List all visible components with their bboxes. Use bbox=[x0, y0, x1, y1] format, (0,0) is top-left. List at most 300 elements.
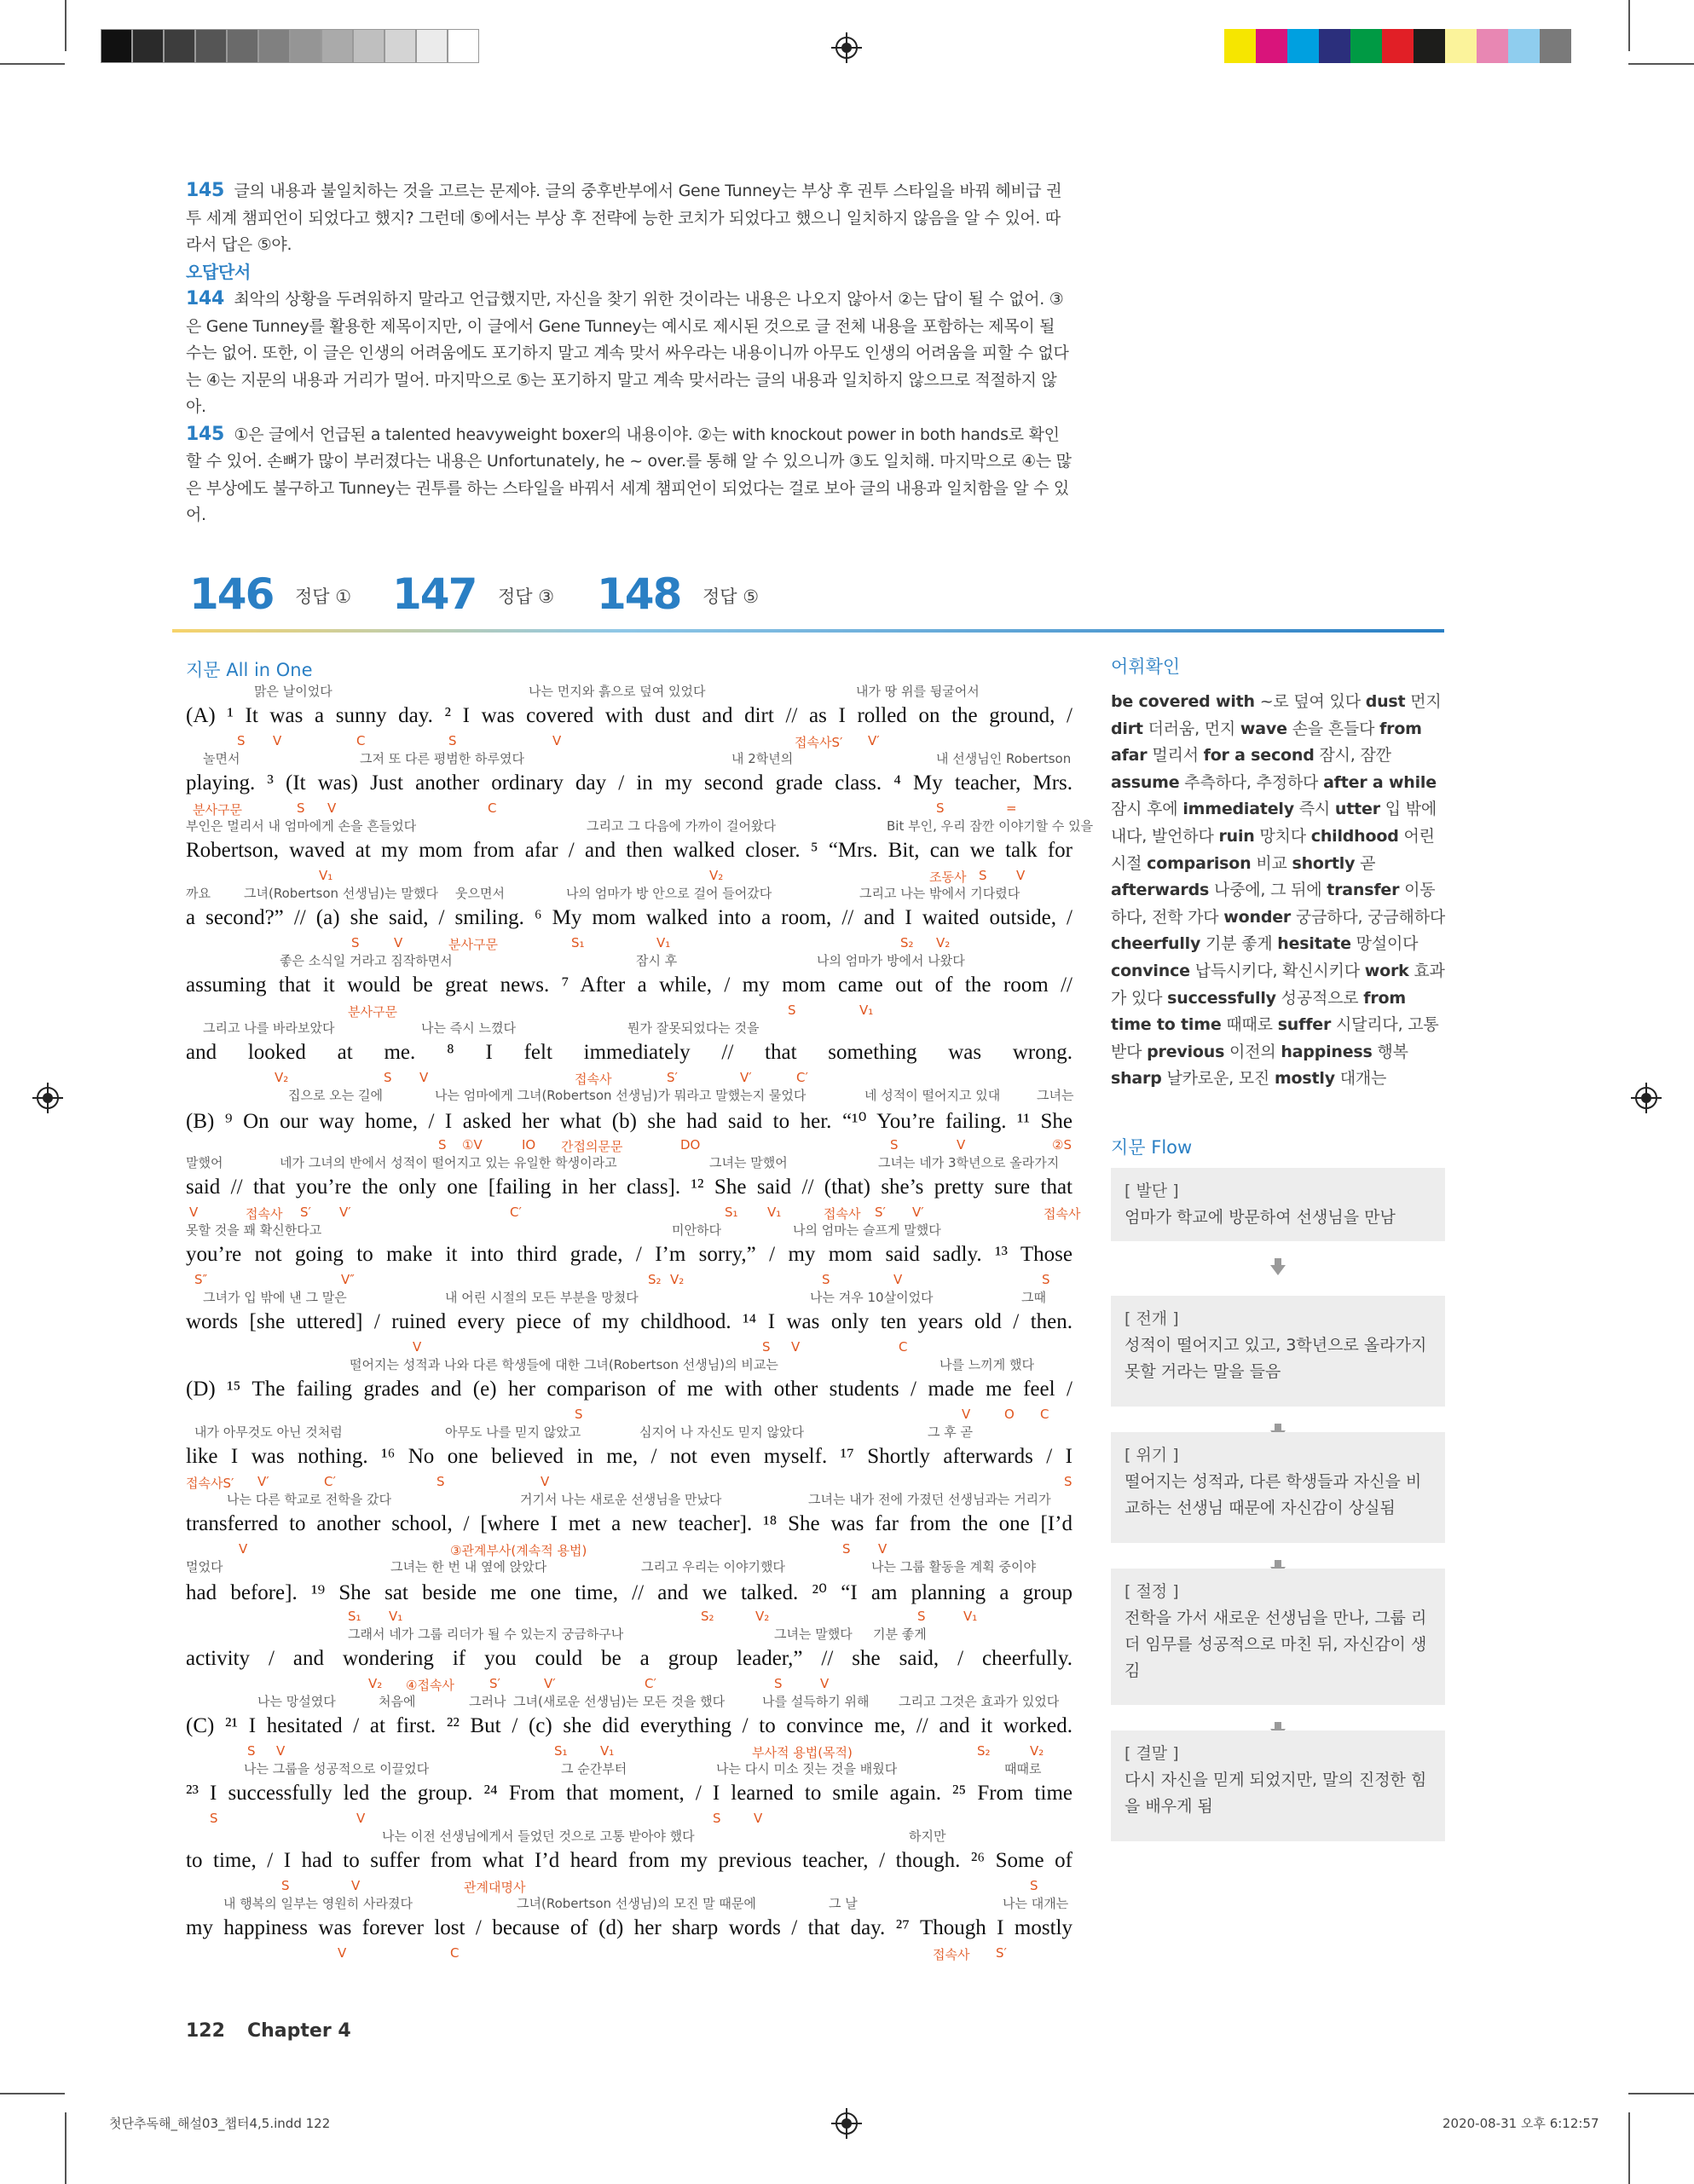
korean-gloss-row bbox=[186, 817, 1094, 835]
vocab-word: after a while bbox=[1323, 772, 1437, 792]
flow-box bbox=[1111, 1168, 1445, 1241]
vocab-meaning: 대개는 bbox=[1339, 1069, 1387, 1089]
korean-gloss-row bbox=[186, 1153, 1072, 1172]
korean-gloss: 나는 그룹을 성공적으로 이끌었다 bbox=[244, 1761, 430, 1777]
korean-gloss: 집으로 오는 길에 bbox=[288, 1088, 383, 1103]
grammar-tag: ③관계부사(계속적 용법) bbox=[450, 1543, 587, 1558]
grammar-tag: 접속사 bbox=[824, 1206, 861, 1222]
korean-gloss: 그녀(Robertson 선생님)는 말했다 bbox=[244, 886, 438, 901]
vocab-meaning: 즉시 bbox=[1298, 800, 1331, 819]
english-sentence: a second?” // (a) she said, / smiling. ⁶ My mom walked into a room, // and I waited outside, / bbox=[186, 906, 1072, 929]
grammar-tag: V bbox=[338, 1945, 347, 1961]
grammar-tag: V₂ bbox=[709, 868, 724, 883]
korean-gloss-row bbox=[186, 682, 1072, 701]
korean-gloss: 나는 망설였다 bbox=[257, 1694, 336, 1709]
flow-stage: [ 위기 ] bbox=[1125, 1446, 1179, 1465]
vocab-meaning: 더러움, 먼지 bbox=[1148, 719, 1236, 738]
vocab-meaning: 멀리서 bbox=[1152, 746, 1199, 766]
korean-gloss: 처음에 bbox=[379, 1694, 416, 1709]
grammar-tag: V′ bbox=[257, 1474, 269, 1489]
korean-gloss: 까요 bbox=[186, 886, 211, 901]
grammar-tag: V bbox=[276, 1743, 286, 1759]
korean-gloss: 네가 그녀의 반에서 성적이 떨어지고 있는 유일한 학생이라고 bbox=[280, 1155, 617, 1170]
vocab-meaning: 비교 bbox=[1256, 853, 1287, 873]
vocab-meaning: 나중에, 그 뒤에 bbox=[1213, 881, 1322, 900]
explanation-145: 145 글의 내용과 불일치하는 것을 고르는 문제야. 글의 중후반부에서 Gene Tunney는 부상 후 권투 스타일을 바꿔 헤비급 권투 세계 챔피언이 되었다고 했지? 그런데 ⑤에서는 부상 후 전략에 능한 코치가 되었다고 했으니 일치하지 않음을 알 수 있어. 따라서 답은 ⑤야. bbox=[186, 180, 1062, 254]
grammar-tag: C′ bbox=[796, 1070, 808, 1085]
answer-number-147: 147 bbox=[392, 569, 477, 619]
grammar-tag: C bbox=[450, 1945, 460, 1961]
korean-gloss: 그리고 우리는 이야기했다 bbox=[641, 1559, 785, 1574]
grammar-tag: S bbox=[575, 1407, 583, 1422]
explanation-block bbox=[186, 177, 1072, 529]
vocab-meaning: 납득시키다, 확신시키다 bbox=[1194, 961, 1360, 980]
korean-gloss-row bbox=[186, 1423, 1072, 1442]
korean-gloss-row bbox=[186, 951, 1072, 970]
grammar-tag: S bbox=[351, 935, 360, 950]
vocab-meaning: 행복 bbox=[1377, 1042, 1408, 1061]
section-divider bbox=[172, 629, 1444, 633]
registration-mark-top bbox=[831, 32, 862, 63]
grammar-tag: S bbox=[774, 1676, 783, 1691]
color-swatch bbox=[1287, 29, 1319, 63]
flow-box bbox=[1111, 1730, 1445, 1841]
grammar-tag: V′ bbox=[339, 1205, 351, 1220]
vocab-word: from afar bbox=[1111, 719, 1422, 766]
korean-gloss: 나의 엄마가 방 안으로 걸어 들어갔다 bbox=[566, 886, 772, 901]
grammar-annotation-row bbox=[186, 733, 1072, 750]
grammar-tag: V bbox=[356, 1811, 366, 1826]
grammar-tag: S′ bbox=[300, 1205, 311, 1220]
korean-gloss: 그리고 나는 밖에서 기다렸다 bbox=[859, 886, 1020, 901]
korean-gloss: 그때 bbox=[1021, 1290, 1046, 1305]
korean-gloss: 떨어지는 성적과 나와 다른 학생들에 대한 그녀(Robertson 선생님)의 비교는 bbox=[350, 1357, 778, 1372]
vocab-word: dust bbox=[1365, 692, 1406, 711]
english-sentence: my happiness was forever lost / because of (d) her sharp words / that day. ²⁷ Though I mostly bbox=[186, 1916, 1072, 1939]
registration-mark-right bbox=[1631, 1083, 1662, 1113]
grammar-annotation-row bbox=[186, 1407, 1072, 1424]
english-sentence: Robertson, waved at my mom from afar / and then walked closer. ⁵ “Mrs. Bit, can we talk for bbox=[186, 839, 1072, 862]
grammar-tag: V bbox=[394, 935, 403, 950]
english-sentence: like I was nothing. ¹⁶ No one believed in me, / not even myself. ¹⁷ Shortly afterwards / I bbox=[186, 1445, 1072, 1468]
grammar-tag: V₂ bbox=[275, 1070, 289, 1085]
korean-gloss: Bit 부인, 우리 잠깐 이야기할 수 있을 bbox=[887, 818, 1094, 834]
grammar-tag: S bbox=[448, 733, 457, 748]
grammar-tag: V bbox=[273, 733, 282, 748]
grammar-tag: V bbox=[754, 1811, 763, 1826]
english-sentence: activity / and wondering if you could be a group leader,” // she said, / cheerfully. bbox=[186, 1647, 1072, 1670]
answer-number-148: 148 bbox=[597, 569, 681, 619]
grammar-tag: V″ bbox=[341, 1272, 355, 1287]
grammar-tag: ②S bbox=[1052, 1137, 1072, 1153]
vocab-meaning: ~로 덮여 있다 bbox=[1259, 692, 1361, 711]
korean-gloss: 미안하다 bbox=[672, 1222, 721, 1238]
flow-text: 떨어지는 성적과, 다른 학생들과 자신을 비교하는 선생님 때문에 자신감이 상실됨 bbox=[1125, 1472, 1422, 1517]
color-swatch bbox=[1477, 29, 1508, 63]
gray-swatch bbox=[258, 29, 290, 63]
korean-gloss: 기분 좋게 bbox=[873, 1626, 927, 1642]
grammar-tag: S bbox=[1030, 1878, 1038, 1893]
grammar-tag: V bbox=[878, 1541, 887, 1557]
english-sentence: (B) ⁹ On our way home, / I asked her what (b) she had said to her. “¹⁰ You’re failing. ¹¹ She bbox=[186, 1110, 1072, 1133]
grammar-tag: S bbox=[210, 1811, 218, 1826]
vocab-word: cheerfully bbox=[1111, 934, 1201, 954]
grammar-tag: 분사구문 bbox=[448, 937, 498, 952]
color-swatch bbox=[1319, 29, 1350, 63]
vocab-word: utter bbox=[1334, 800, 1380, 819]
grammar-tag: DO bbox=[680, 1137, 701, 1153]
korean-gloss: 잠시 후 bbox=[636, 953, 678, 968]
grammar-tag: S₁ bbox=[348, 1609, 361, 1624]
english-sentence: said // that you’re the only one [failing in her class]. ¹² She said // (that) she’s pretty sure that bbox=[186, 1176, 1072, 1199]
flow-stage: [ 전개 ] bbox=[1125, 1309, 1179, 1328]
korean-gloss: 나는 그룹 활동을 계획 중이야 bbox=[871, 1559, 1036, 1574]
grammar-tag: ①V bbox=[462, 1137, 483, 1153]
registration-mark-left bbox=[32, 1083, 63, 1113]
grammar-tag: S bbox=[237, 733, 246, 748]
vocab-meaning: 효과가 있다 bbox=[1111, 961, 1445, 1008]
vocab-meaning: 먼지 bbox=[1410, 692, 1442, 711]
korean-gloss: 그리고 그것은 효과가 있었다 bbox=[899, 1694, 1060, 1709]
korean-gloss-row bbox=[186, 749, 1072, 768]
grammar-tag: V bbox=[957, 1137, 966, 1153]
grammar-tag: C bbox=[1040, 1407, 1049, 1422]
grammar-tag: S bbox=[384, 1070, 392, 1085]
flow-box bbox=[1111, 1296, 1445, 1407]
grammar-tag: S bbox=[917, 1609, 926, 1624]
vocab-meaning: 시달리다, 고통 받다 bbox=[1111, 1015, 1439, 1061]
grammar-tag: 접속사 bbox=[246, 1206, 283, 1222]
korean-gloss: 나는 다른 학교로 전학을 갔다 bbox=[227, 1492, 391, 1507]
grammar-tag: S bbox=[297, 800, 305, 816]
korean-gloss: 나는 겨우 10살이었다 bbox=[810, 1290, 934, 1305]
grammar-tag: S′ bbox=[996, 1945, 1007, 1961]
flow-box bbox=[1111, 1569, 1445, 1705]
color-swatch bbox=[1256, 29, 1287, 63]
vocab-word: sharp bbox=[1111, 1069, 1162, 1089]
vocab-meaning: 기분 좋게 bbox=[1205, 934, 1273, 954]
registration-mark-bottom bbox=[831, 2108, 862, 2139]
grammar-annotation-row bbox=[186, 1205, 1081, 1222]
vocab-meaning: 날카로운, 모진 bbox=[1166, 1069, 1270, 1089]
vocab-meaning: 추측하다, 추정하다 bbox=[1184, 772, 1319, 792]
grammar-tag: V bbox=[239, 1541, 248, 1557]
korean-gloss-row bbox=[186, 884, 1072, 903]
vocab-word: hesitate bbox=[1277, 934, 1351, 954]
grammar-tag: C bbox=[488, 800, 497, 816]
vocab-list bbox=[1111, 689, 1445, 1093]
explanation-145-wrong: 145 ①은 글에서 언급된 a talented heavyweight boxer의 내용이야. ②는 with knockout power in both hands로 확인할 수 있어. 손뼈가 많이 부러졌다는 내용은 Unfortunately, he ~ over.를 통해 알 수 있으니까 ③도 일치해. 마지막으로 ④는 많은 부상에도 불구하고 Tunney는 권투를 하는 스타일을 바꿔서 세계 챔피언이 되었다는 걸로 보아 글의 내용과 일치함을 알 수 있어. bbox=[186, 423, 1072, 524]
grammar-tag: S₁ bbox=[571, 935, 585, 950]
gray-swatch bbox=[384, 29, 416, 63]
grammar-tag: V bbox=[327, 800, 337, 816]
vocab-meaning: 때때로 bbox=[1226, 1015, 1273, 1035]
grammar-tag: V bbox=[541, 1474, 550, 1489]
vocab-word: comparison bbox=[1147, 853, 1252, 873]
korean-gloss: 아무도 나를 믿지 않았고 bbox=[445, 1424, 581, 1440]
korean-gloss: 네 성적이 떨어지고 있대 bbox=[864, 1088, 1001, 1103]
vocab-meaning: 손을 흔들다 bbox=[1292, 719, 1375, 738]
korean-gloss: 때때로 bbox=[1004, 1761, 1042, 1777]
grammar-tag: V bbox=[413, 1339, 422, 1355]
gray-swatch bbox=[448, 29, 479, 63]
korean-gloss: 나는 먼지와 흙으로 덮여 있었다 bbox=[529, 684, 706, 699]
grammar-tag: V bbox=[791, 1339, 801, 1355]
grammar-annotation-row bbox=[186, 1541, 1072, 1558]
flow-text: 성적이 떨어지고 있고, 3학년으로 올라가지 못할 거라는 말을 들음 bbox=[1125, 1336, 1427, 1381]
grammar-annotation-row bbox=[186, 1137, 1072, 1154]
grammar-tag: S₂ bbox=[648, 1272, 662, 1287]
grammar-tag: 부사적 용법(목적) bbox=[752, 1745, 853, 1760]
grammar-tag: V₁ bbox=[767, 1205, 782, 1220]
english-sentence: assuming that it would be great news. ⁷ After a while, / my mom came out of the room // bbox=[186, 974, 1072, 997]
korean-gloss: 내 행복의 일부는 영원히 사라졌다 bbox=[223, 1896, 413, 1911]
grammar-tag: S bbox=[842, 1541, 851, 1557]
korean-gloss: 그 날 bbox=[829, 1896, 858, 1911]
vocab-word: from time to time bbox=[1111, 988, 1406, 1035]
english-sentence: to time, / I had to suffer from what I’d heard from my previous teacher, / though. ²⁶ Some of bbox=[186, 1849, 1072, 1872]
korean-gloss: 말했어 bbox=[186, 1155, 223, 1170]
english-sentence: (D) ¹⁵ The failing grades and (e) her comparison of me with other students / made me feel / bbox=[186, 1378, 1072, 1401]
korean-gloss-row bbox=[186, 1086, 1072, 1105]
grammar-tag: C′ bbox=[510, 1205, 522, 1220]
grammar-tag: 간접의문문 bbox=[561, 1139, 623, 1154]
grammar-annotation-row bbox=[186, 1339, 1072, 1356]
grammar-tag: V₁ bbox=[319, 868, 333, 883]
grammar-tag: S bbox=[713, 1811, 721, 1826]
korean-gloss: 내 선생님인 Robertson bbox=[936, 751, 1072, 766]
passage-title: 지문 All in One bbox=[186, 660, 313, 680]
grammar-tag: 접속사 bbox=[575, 1072, 612, 1087]
vocab-word: transfer bbox=[1327, 881, 1400, 900]
answer-label-146: 정답 ① bbox=[295, 586, 352, 607]
english-sentence: words [she uttered] / ruined every piece of my childhood. ¹⁴ I was only ten years old / then. bbox=[186, 1310, 1072, 1333]
korean-gloss: 놀면서 bbox=[203, 751, 240, 766]
grammar-tag: V′ bbox=[868, 733, 880, 748]
korean-gloss: 그저 또 다른 평범한 하루였다 bbox=[360, 751, 524, 766]
vocab-word: happiness bbox=[1281, 1042, 1373, 1061]
english-sentence: playing. ³ (It was) Just another ordinary day / in my second grade class. ⁴ My teacher, Mrs. bbox=[186, 771, 1072, 794]
korean-gloss: 그녀는 말했다 bbox=[774, 1626, 853, 1642]
vocab-meaning: 입 밖에 내다, 발언하다 bbox=[1111, 800, 1437, 846]
answer-label-148: 정답 ⑤ bbox=[702, 586, 760, 607]
gray-swatch bbox=[416, 29, 448, 63]
grammar-tag: S bbox=[247, 1743, 256, 1759]
grammar-tag: IO bbox=[522, 1137, 536, 1153]
vocab-meaning: 궁금하다, 궁금해하다 bbox=[1295, 907, 1446, 927]
grammar-tag: S bbox=[936, 800, 945, 816]
korean-gloss-row bbox=[186, 1490, 1072, 1509]
korean-gloss: 그리고 그 다음에 가까이 걸어왔다 bbox=[587, 818, 776, 834]
vocab-word: convince bbox=[1111, 961, 1190, 980]
korean-gloss: 웃으면서 bbox=[455, 886, 505, 901]
grammar-tag: S bbox=[762, 1339, 771, 1355]
korean-gloss: 그래서 네가 그룹 리더가 될 수 있는지 궁금하구나 bbox=[348, 1626, 624, 1642]
flow-text: 전학을 가서 새로운 선생님을 만나, 그룹 리더 임무를 성공적으로 마친 뒤, 자신감이 생김 bbox=[1125, 1609, 1427, 1680]
grammar-tag: C′ bbox=[324, 1474, 336, 1489]
korean-gloss: 그녀(Robertson 선생님)의 모진 말 때문에 bbox=[517, 1896, 756, 1911]
grammar-tag: O bbox=[1004, 1407, 1015, 1422]
korean-gloss: 그 순간부터 bbox=[561, 1761, 627, 1777]
grammar-tag: 접속사S′ bbox=[186, 1476, 234, 1491]
grammar-tag: 분사구문 bbox=[193, 802, 242, 818]
korean-gloss: 멀었다 bbox=[186, 1559, 223, 1574]
explanation-144-wrong: 144 최악의 상황을 두려워하지 말라고 언급했지만, 자신을 찾기 위한 것이라는 내용은 나오지 않아서 ②는 답이 될 수 없어. ③은 Gene Tunney를 활용한 제목이지만, 이 글에서 Gene Tunney는 예시로 제시된 것으로 글 전체 내용을 포함하는 제목이 될 수는 없어. 또한, 이 글은 인생의 어려움에도 포기하지 말고 계속 맞서 싸우라는 내용이니까 아무도 인생의 어려움을 피할 수 없다는 ④는 지문의 내용과 거리가 멀어. 마지막으로 ⑤는 포기하지 말고 계속 맞서라는 글의 내용과 일치하지 않으므로 적절하지 않아. bbox=[186, 288, 1069, 416]
vocab-word: suffer bbox=[1277, 1015, 1332, 1035]
vocab-meaning: 곧 bbox=[1360, 853, 1376, 873]
vocab-word: childhood bbox=[1310, 826, 1399, 846]
slug-date: 2020-08-31 오후 6:12:57 bbox=[1443, 2116, 1599, 2131]
grammar-tag: V′ bbox=[740, 1070, 752, 1085]
flow-arrow-icon bbox=[1270, 1265, 1286, 1275]
korean-gloss: 나는 다시 미소 짓는 것을 배웠다 bbox=[716, 1761, 898, 1777]
grammar-tag: S bbox=[822, 1272, 830, 1287]
grammar-tag: V bbox=[893, 1272, 903, 1287]
slug-filename: 첫단추독해_해설03_챕터4,5.indd 122 bbox=[109, 2116, 331, 2131]
vocab-meaning: 이동하다, 전학 가다 bbox=[1111, 881, 1436, 927]
grammar-tag: S′ bbox=[875, 1205, 886, 1220]
color-swatch bbox=[1414, 29, 1445, 63]
grammar-tag: V bbox=[351, 1878, 361, 1893]
vocab-word: previous bbox=[1147, 1042, 1225, 1061]
grammar-tag: S₁ bbox=[554, 1743, 568, 1759]
answer-number-146: 146 bbox=[189, 569, 274, 619]
grammar-annotation-row bbox=[186, 1609, 1072, 1626]
grammar-annotation-row bbox=[186, 1878, 1072, 1895]
page-number: 122 bbox=[186, 2020, 225, 2042]
grammar-tag: = bbox=[1006, 800, 1017, 816]
english-sentence: and looked at me. ⁸ I felt immediately // that something was wrong. bbox=[186, 1041, 1072, 1064]
grammar-tag: S′ bbox=[667, 1070, 678, 1085]
vocab-meaning: 잠시, 잠깐 bbox=[1319, 746, 1391, 766]
korean-gloss: 하지만 bbox=[909, 1829, 946, 1844]
vocab-word: successfully bbox=[1167, 988, 1276, 1008]
answer-label-147: 정답 ③ bbox=[498, 586, 555, 607]
grammar-tag: V₂ bbox=[755, 1609, 770, 1624]
korean-gloss: 그녀가 입 밖에 낸 그 말은 bbox=[203, 1290, 347, 1305]
color-swatch bbox=[1540, 29, 1571, 63]
vocab-meaning: 망설이다 bbox=[1356, 934, 1419, 954]
vocab-word: shortly bbox=[1292, 853, 1356, 873]
vocab-word: ruin bbox=[1218, 826, 1255, 846]
korean-gloss: 좋은 소식일 거라고 짐작하면서 bbox=[280, 953, 453, 968]
grammar-tag: S″ bbox=[194, 1272, 208, 1287]
english-sentence: transferred to another school, / [where I met a new teacher]. ¹⁸ She was far from the one [I’d bbox=[186, 1512, 1072, 1535]
korean-gloss: 그녀는 bbox=[1037, 1088, 1074, 1103]
grammar-tag: C bbox=[356, 733, 366, 748]
korean-gloss: 내가 땅 위를 뒹굴어서 bbox=[856, 684, 980, 699]
english-sentence: had before]. ¹⁹ She sat beside me one time, // and we talked. ²⁰ “I am planning a group bbox=[186, 1581, 1072, 1604]
korean-gloss: 못할 것을 꽤 확신한다고 bbox=[186, 1222, 322, 1238]
grammar-tag: 조동사 bbox=[929, 870, 967, 885]
grammar-tag: V₂ bbox=[670, 1272, 685, 1287]
flow-stage: [ 발단 ] bbox=[1125, 1182, 1179, 1200]
vocab-word: wave bbox=[1240, 719, 1287, 738]
gray-swatch bbox=[195, 29, 227, 63]
korean-gloss: 그리고 나를 바라보았다 bbox=[203, 1020, 335, 1036]
vocab-meaning: 잠시 후에 bbox=[1111, 800, 1178, 819]
english-sentence: (A) ¹ It was a sunny day. ² I was covered with dust and dirt // as I rolled on the ground, / bbox=[186, 704, 1072, 727]
flow-title: 지문 Flow bbox=[1111, 1137, 1193, 1158]
korean-gloss: 나를 느끼게 했다 bbox=[940, 1357, 1034, 1372]
korean-gloss-row bbox=[186, 1625, 1072, 1644]
grammar-annotation-row bbox=[186, 868, 1072, 885]
vocab-meaning: 망치다 bbox=[1259, 826, 1306, 846]
grammar-tag: V₂ bbox=[368, 1676, 383, 1691]
korean-gloss: 부인은 멀리서 내 엄마에게 손을 흔들었다 bbox=[186, 818, 417, 834]
korean-gloss-row bbox=[186, 1827, 1072, 1846]
grammar-tag: S₂ bbox=[701, 1609, 714, 1624]
korean-gloss: 그녀(새로운 선생님)는 모든 것을 했다 bbox=[513, 1694, 726, 1709]
korean-gloss: 나는 즉시 느꼈다 bbox=[421, 1020, 516, 1036]
gray-swatch bbox=[290, 29, 321, 63]
korean-gloss-row bbox=[186, 1355, 1072, 1374]
grammar-tag: S₁ bbox=[725, 1205, 738, 1220]
korean-gloss: 그러나 bbox=[469, 1694, 506, 1709]
grammar-tag: S₂ bbox=[977, 1743, 991, 1759]
grammar-tag: 접속사 bbox=[1044, 1206, 1081, 1222]
vocab-meaning: 어린 시절 bbox=[1111, 826, 1435, 873]
color-swatch bbox=[1508, 29, 1540, 63]
korean-gloss: 거기서 나는 새로운 선생님을 만났다 bbox=[520, 1492, 722, 1507]
passage-line bbox=[186, 1894, 1072, 1976]
color-swatch bbox=[1445, 29, 1477, 63]
korean-gloss: 내 어린 시절의 모든 부분을 망쳤다 bbox=[445, 1290, 639, 1305]
grammar-tag: ④접속사 bbox=[406, 1678, 454, 1693]
korean-gloss-row bbox=[186, 1557, 1072, 1576]
grammar-tag: S bbox=[890, 1137, 899, 1153]
grammar-annotation-row bbox=[186, 1676, 1072, 1693]
grammar-tag: V₂ bbox=[936, 935, 951, 950]
grammar-annotation-row bbox=[186, 1743, 1072, 1760]
korean-gloss: 내 2학년의 bbox=[731, 751, 794, 766]
color-swatch bbox=[1382, 29, 1414, 63]
flow-text: 엄마가 학교에 방문하여 선생님을 만남 bbox=[1125, 1208, 1396, 1227]
korean-gloss: 그녀는 네가 3학년으로 올라가지 bbox=[878, 1155, 1060, 1170]
vocab-meaning: 성공적으로 bbox=[1281, 988, 1359, 1008]
korean-gloss: 내가 아무것도 아닌 것처럼 bbox=[194, 1424, 343, 1440]
korean-gloss-row bbox=[186, 1019, 1072, 1037]
vocab-word: work bbox=[1364, 961, 1409, 980]
korean-gloss: 그녀는 말했어 bbox=[709, 1155, 788, 1170]
grammar-tag: V₁ bbox=[656, 935, 671, 950]
grammar-tag: S bbox=[438, 1137, 447, 1153]
grammar-tag: S bbox=[979, 868, 987, 883]
grammar-tag: V bbox=[419, 1070, 429, 1085]
korean-gloss: 그 후 곧 bbox=[928, 1424, 974, 1440]
grammar-tag: S bbox=[1042, 1272, 1050, 1287]
flow-text: 다시 자신을 믿게 되었지만, 말의 진정한 힘을 배우게 됨 bbox=[1125, 1771, 1427, 1816]
korean-gloss-row bbox=[186, 1288, 1072, 1307]
gray-swatch bbox=[353, 29, 384, 63]
korean-gloss: 나는 엄마에게 그녀(Robertson 선생님)가 뭐라고 말했는지 물었다 bbox=[435, 1088, 807, 1103]
grammar-tag: V bbox=[189, 1205, 199, 1220]
grammar-annotation-row bbox=[186, 1945, 1072, 1962]
flow-box bbox=[1111, 1432, 1445, 1543]
korean-gloss: 심지어 나 자신도 믿지 않았다 bbox=[639, 1424, 804, 1440]
english-sentence: (C) ²¹ I hesitated / at first. ²² But / (c) she did everything / to convince me, // and it worked. bbox=[186, 1714, 1072, 1737]
vocab-word: dirt bbox=[1111, 719, 1143, 738]
english-sentence: you’re not going to make it into third grade, / I’m sorry,” / my mom said sadly. ¹³ Those bbox=[186, 1243, 1072, 1266]
gray-swatch bbox=[321, 29, 353, 63]
grammar-tag: 분사구문 bbox=[348, 1004, 397, 1020]
grammar-tag: V bbox=[820, 1676, 830, 1691]
gray-swatch bbox=[101, 29, 132, 63]
grammar-tag: V₁ bbox=[963, 1609, 978, 1624]
vocab-word: immediately bbox=[1182, 800, 1294, 819]
chapter-label: Chapter 4 bbox=[247, 2020, 351, 2042]
grammar-annotation-row bbox=[186, 1474, 1072, 1491]
